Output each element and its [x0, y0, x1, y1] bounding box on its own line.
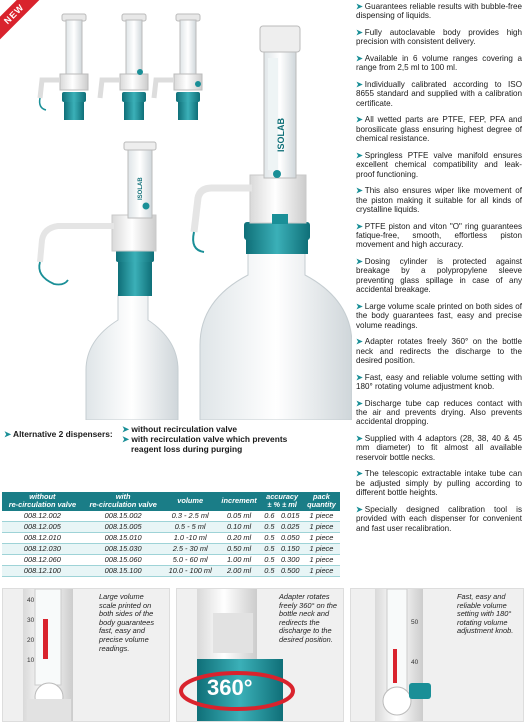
rotate-label: 360°	[207, 675, 253, 700]
table-row	[2, 554, 340, 565]
table-cell: 1 piece	[303, 543, 340, 554]
table-header: without re-circulation valve	[2, 492, 83, 511]
table-cell: 0.150	[277, 543, 302, 554]
table-cell: 0.50 ml	[217, 543, 261, 554]
table-row	[2, 565, 340, 576]
table-cell: 008.15.010	[83, 532, 164, 543]
table-cell: 2.00 ml	[217, 565, 261, 576]
table-cell: 0.050	[277, 532, 302, 543]
table-cell: 1 piece	[303, 565, 340, 576]
feature-item: ➤ Supplied with 4 adaptors (28, 38, 40 & 45 mm diameter) to fit almost all available reservoir bottle necks.	[356, 434, 522, 462]
feature-item: ➤ Available in 6 volume ranges covering a range from 2,5 ml to 100 ml.	[356, 54, 522, 73]
table-row	[2, 521, 340, 532]
alternative-option-2-cont: reagent loss during purging	[131, 444, 243, 454]
table-cell: 008.15.030	[83, 543, 164, 554]
arrow-icon: ➤	[356, 54, 363, 63]
table-cell: 2.5 - 30 ml	[164, 543, 217, 554]
arrow-icon: ➤	[356, 150, 363, 160]
table-cell: 1 piece	[303, 554, 340, 565]
feature-item: ➤ Guarantees reliable results with bubble-free dispensing of liquids.	[356, 2, 522, 21]
large-bottle	[193, 26, 352, 420]
feature-item: ➤ Individually calibrated according to ISO 8655 standard and supplied with a calibration certificate.	[356, 80, 522, 108]
table-cell: 008.12.002	[2, 511, 83, 522]
table-row	[2, 511, 340, 522]
table-cell: 5.0 - 60 ml	[164, 554, 217, 565]
scale-tick-label: 20	[27, 637, 35, 644]
table-row	[2, 543, 340, 554]
feature-item: ➤ All wetted parts are PTFE, FEP, PFA and borosilicate glass ensuring highest degree of chemical resistance.	[356, 115, 522, 144]
table-cell: 0.5	[261, 543, 277, 554]
arrow-icon: ➤	[356, 398, 363, 408]
scale-tick-label: 40	[27, 597, 35, 604]
table-cell: 008.15.100	[83, 565, 164, 576]
table-cell: 0.5	[261, 565, 277, 576]
scale-tick-label: 50	[411, 619, 419, 626]
feature-item: ➤ Fully autoclavable body provides high precision with consistent delivery.	[356, 28, 522, 47]
feature-item: ➤ PTFE piston and viton "O" ring guarantees fatique-free, smooth, effortless piston movement and high accuracy.	[356, 221, 522, 250]
feature-item: ➤ Dosing cylinder is protected against breakage by a polypropylene sleeve preventing glass spillage in case of any accidental breakage.	[356, 257, 522, 295]
arrow-icon: ➤	[356, 28, 363, 37]
small-dispenser-1	[40, 14, 88, 120]
panel-knob	[350, 588, 524, 722]
panel-mid-caption: Adapter rotates freely 360° on the bottle neck and redirects the discharge to the desired position.	[279, 592, 338, 644]
table-cell: 0.5 - 5 ml	[164, 521, 217, 532]
panel-right-caption: Fast, easy and reliable volume setting with 180° rotating volume adjustment knob.	[457, 592, 514, 636]
panel-scale	[2, 588, 170, 722]
alternative-option-1: without recirculation valve	[131, 424, 238, 434]
scale-tick-label: 30	[27, 617, 35, 624]
scale-tick-label: 10	[27, 657, 35, 664]
table-cell: 0.5	[261, 532, 277, 543]
arrow-icon: ➤	[356, 2, 363, 11]
arrow-icon: ➤	[356, 80, 363, 89]
table-cell: 008.15.002	[83, 511, 164, 522]
arrow-icon: ➤	[356, 434, 363, 444]
arrow-icon: ➤	[356, 115, 363, 125]
table-cell: 0.10 ml	[217, 521, 261, 532]
arrow-icon: ➤	[356, 469, 363, 479]
alternative-option-2: with recirculation valve which prevents	[131, 434, 288, 444]
table-cell: 1 piece	[303, 521, 340, 532]
medium-dispenser	[39, 142, 178, 420]
arrow-icon: ➤	[356, 186, 363, 196]
panel-adapter	[176, 588, 344, 722]
scale-tick-label: 40	[411, 659, 419, 666]
table-header: pack quantity	[303, 492, 340, 511]
feature-item: ➤ Springless PTFE valve manifold ensures excellent chemical compatibility and leak-proof functioning.	[356, 150, 522, 179]
table-cell: 0.025	[277, 521, 302, 532]
features-list	[356, 2, 522, 540]
table-cell: 0.3 - 2.5 ml	[164, 511, 217, 522]
table-cell: 008.12.005	[2, 521, 83, 532]
feature-item: ➤ Adapter rotates freely 360° on the bottle neck and redirects the discharge to the desired position.	[356, 337, 522, 366]
table-cell: 008.12.030	[2, 543, 83, 554]
table-cell: 008.12.060	[2, 554, 83, 565]
table-header: accuracy ± % ± ml	[261, 492, 303, 511]
table-cell: 0.300	[277, 554, 302, 565]
table-header: with re-circulation valve	[83, 492, 164, 511]
table-cell: 0.05 ml	[217, 511, 261, 522]
arrow-icon: ➤	[356, 221, 363, 231]
feature-item: ➤ Fast, easy and reliable volume setting with 180° rotating volume adjustment knob.	[356, 372, 522, 392]
medium-brand-text: ISOLAB	[138, 177, 144, 200]
feature-item: ➤ Specially designed calibration tool is provided with each dispenser for convenient and fast user recalibration.	[356, 504, 522, 533]
arrow-icon: ➤	[356, 337, 363, 347]
table-row	[2, 532, 340, 543]
catalog-page: NEW ISOLAB ISOLAB ➤ Guarantees reliable results with bubble-free dispensing of liquids. ➤ Fully autoclavable body provides high precision with consistent delivery. ➤ Available in 6 volume ranges covering a range from 2,5 ml to 100 ml. ➤ Individually calibrated according to ISO 8655 standard and supplied with a calibration certificate. ➤ All wetted parts are PTFE, FEP, PFA and borosilicate glass ensuring highest degree of chemical resistance. ➤ Springless PTFE valve manifold ensures excellent chemical compatibility and leak-proof functioning. ➤ This also ensures wiper like movement of the piston making it suitable for all kinds of crystalline liquids. ➤ PTFE piston and viton "O" ring guarantees fatique-free, smooth, effortless piston movement and high accuracy. ➤ Dosing cylinder is protected against breakage by a polypropylene sleeve preventing glass spillage in case of any accidental breakage. ➤ Large volume scale printed on both sides of the body guarantees fast, easy and precise volume readings. ➤ Adapter rotates freely 360° on the bottle neck and redirects the discharge to the desired position. ➤ Fast, easy and reliable volume setting with 180° rotating volume adjustment knob. ➤ Discharge tube cap reduces contact with the air and prevents drying. Also prevents accidental dropping. ➤ Supplied with 4 adaptors (28, 38, 40 & 45 mm diameter) to fit almost all available reservoir bottle necks. ➤ The telescopic extractable intake tube can be adjusted simply by pulling according to different bottle heights. ➤ Specially designed calibration tool is provided with each dispenser for convenient and fast user recalibration. ➤ Alternative 2 dispensers: ➤ without recirculation valve ➤ with recirculation valve which prevents reagent loss during purging without re-circulation valve with re-circulation valve volume increment accuracy ± % ± ml pack quantity 008.12.002 008.15.002 0.3 - 2.5 ml 0.05 ml 0.6 0.015 1 piece 008.12.005 008.15.005 0.5 - 5 ml 0.10 ml 0.5 0.025 1 piece 008.12.010 008.15.010 1.0 -10 ml 0.20 ml 0.5 0.050 1 piece 008.12.030 008.15.030 2.5 - 30 ml 0.50 ml 0.5 0.150 1 piece 008.12.060 008.15.060 5.0 - 60 ml 1.00 ml 0.5 0.300 1 piece 008.12.100 008.15.100 10.0 - 100 ml 2.00 ml 0.5 0.500 1 piece 40 30 20 10 Large volume scale printed on both sides of the body guarantees fast, easy and precise volume readings. 360° Adapter rotates freely 360° on the bottle neck and redirects the discharge to the desired position. 50 40 Fast, easy and reliable volume setting with 180° rotating volume adjustment knob.	[0, 0, 524, 724]
table-header: increment	[217, 492, 261, 511]
table-cell: 008.12.100	[2, 565, 83, 576]
feature-item: ➤ The telescopic extractable intake tube can be adjusted simply by pulling according to different bottle heights.	[356, 469, 522, 498]
alternatives-label: Alternative 2 dispensers:	[13, 429, 113, 439]
feature-item: ➤ Large volume scale printed on both sides of the body guarantees fast, easy and precise volume readings.	[356, 301, 522, 330]
table-cell: 1 piece	[303, 532, 340, 543]
product-table	[2, 492, 340, 577]
panel-left-caption: Large volume scale printed on both sides of the body guarantees fast, easy and precise volume readings.	[99, 592, 155, 653]
arrow-icon: ➤	[356, 257, 363, 267]
dispenser-illustrations	[0, 0, 352, 420]
arrow-icon: ➤	[356, 504, 363, 514]
table-cell: 0.6	[261, 511, 277, 522]
feature-item: ➤ This also ensures wiper like movement of the piston making it suitable for all kinds of crystalline liquids.	[356, 186, 522, 215]
feature-item: ➤ Discharge tube cap reduces contact with the air and prevents drying. Also prevents accidental dropping.	[356, 398, 522, 427]
arrow-icon: ➤	[356, 372, 363, 382]
table-cell: 008.15.060	[83, 554, 164, 565]
table-cell: 0.5	[261, 554, 277, 565]
table-cell: 1 piece	[303, 511, 340, 522]
arrow-icon: ➤	[356, 301, 363, 311]
table-cell: 10.0 - 100 ml	[164, 565, 217, 576]
table-cell: 008.12.010	[2, 532, 83, 543]
new-badge: NEW	[0, 0, 42, 42]
table-cell: 0.015	[277, 511, 302, 522]
large-brand-text: ISOLAB	[276, 117, 286, 152]
table-cell: 0.500	[277, 565, 302, 576]
table-cell: 0.20 ml	[217, 532, 261, 543]
table-header: volume	[164, 492, 217, 511]
table-cell: 0.5	[261, 521, 277, 532]
small-dispenser-3	[154, 14, 202, 120]
table-cell: 1.00 ml	[217, 554, 261, 565]
table-cell: 008.15.005	[83, 521, 164, 532]
table-cell: 1.0 -10 ml	[164, 532, 217, 543]
small-dispenser-2	[100, 14, 148, 120]
